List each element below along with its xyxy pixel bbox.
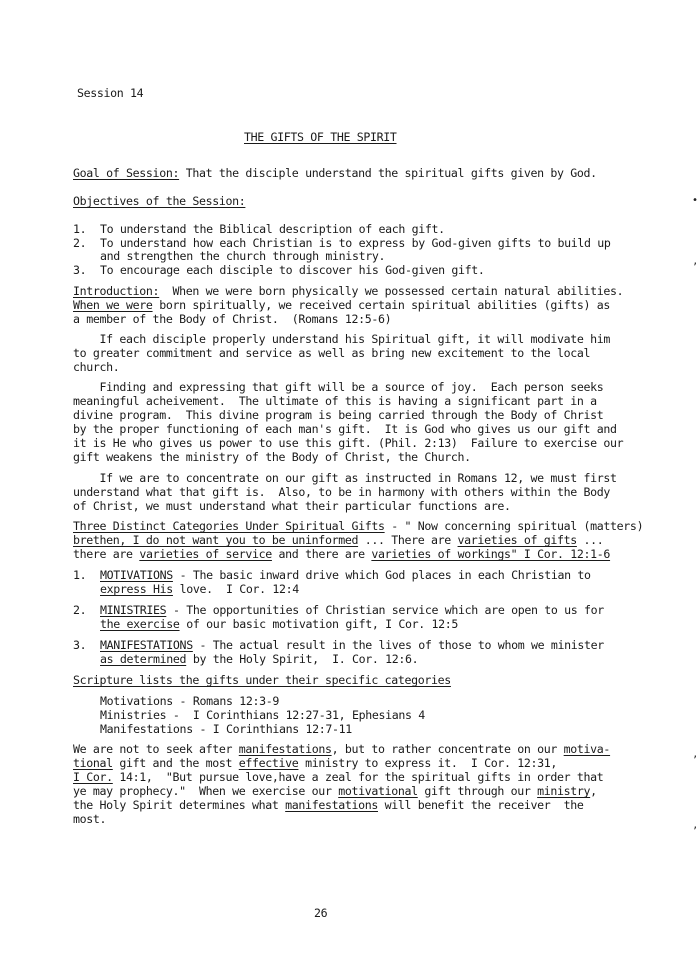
closing-underlined: motivational: [338, 784, 418, 798]
category-item-num: 2.: [73, 603, 87, 617]
scan-mark: •: [692, 195, 698, 206]
category-item-label: MINISTRIES: [100, 603, 167, 617]
closing-line: [73, 798, 584, 812]
closing-line: [73, 756, 557, 770]
category-item-line: [100, 617, 458, 631]
categories-line: [73, 519, 643, 533]
categories-text: there are: [73, 547, 140, 561]
closing-underlined: effective: [238, 756, 299, 770]
paragraph-line: If each disciple properly understand his Spiritual gift, it will modivate him: [73, 332, 611, 346]
intro-underlined: When we were: [73, 298, 153, 312]
category-item-label: MOTIVATIONS: [100, 568, 173, 582]
scan-mark: ’: [692, 826, 698, 837]
categories-text: ... There are: [358, 533, 458, 547]
category-item-text: by the Holy Spirit, I. Cor. 12:6.: [186, 652, 419, 666]
closing-line: [73, 784, 597, 798]
paragraph-line: understand what that gift is. Also, to be in harmony with others within the Body: [73, 485, 611, 499]
objective-item-num: 1.: [73, 222, 87, 236]
category-item-underlined: the exercise: [100, 617, 180, 631]
category-item-text: love. I Cor. 12:4: [172, 582, 299, 596]
category-item-underlined: as determined: [100, 652, 187, 666]
closing-line: [73, 742, 610, 756]
categories-text: - " Now concerning spiritual (matters): [384, 519, 644, 533]
paragraph-line: church.: [73, 360, 120, 374]
closing-text: the Holy Spirit determines what: [73, 798, 286, 812]
category-item-num: 3.: [73, 638, 87, 652]
closing-underlined: manifestations: [238, 742, 332, 756]
categories-underlined: varieties of service: [139, 547, 272, 561]
session-label: Session 14: [77, 86, 144, 100]
paragraph-line: by the proper functioning of each man's gift. It is God who gives us our gift and: [73, 422, 617, 436]
category-item-label: MANIFESTATIONS: [100, 638, 193, 652]
category-item-text: of our basic motivation gift, I Cor. 12:5: [179, 617, 459, 631]
closing-line: most.: [73, 812, 107, 826]
objective-item-text: To understand the Biblical description of each gift.: [100, 222, 445, 236]
category-item-line: [100, 603, 604, 617]
category-item-line: [100, 582, 299, 596]
scan-mark: ’: [692, 755, 698, 766]
closing-text: ye may prophecy." When we exercise our: [73, 784, 339, 798]
scripture-line: Ministries - I Corinthians 12:27-31, Ephesians 4: [100, 708, 425, 722]
category-item-text: - The opportunities of Christian service which are open to us for: [166, 603, 604, 617]
intro-text: When we were born physically we possessed certain natural abilities.: [159, 284, 624, 298]
intro-line: a member of the Body of Christ. (Romans 12:5-6): [73, 312, 392, 326]
objective-item-text: and strengthen the church through ministry.: [100, 249, 386, 263]
closing-text: ,: [590, 784, 597, 798]
goal-line: [73, 166, 597, 180]
category-item-num: 1.: [73, 568, 87, 582]
objectives-label: Objectives of the Session:: [73, 194, 246, 208]
objective-item-num: 3.: [73, 263, 87, 277]
paragraph-line: Finding and expressing that gift will be a source of joy. Each person seeks: [73, 380, 604, 394]
scripture-line: Motivations - Romans 12:3-9: [100, 694, 280, 708]
paragraph-line: gift weakens the ministry of the Body of Christ, the Church.: [73, 450, 471, 464]
intro-text: born spiritually, we received certain spiritual abilities (gifts) as: [152, 298, 611, 312]
page-title: THE GIFTS OF THE SPIRIT: [244, 130, 397, 144]
closing-text: , but to rather concentrate on our: [331, 742, 564, 756]
categories-underlined: varieties of gifts: [457, 533, 577, 547]
categories-line: [73, 547, 610, 561]
page-number: 26: [314, 906, 328, 920]
paragraph-line: of Christ, we must understand what their particular functions are.: [73, 499, 511, 513]
closing-text: ministry to express it. I Cor. 12:31,: [298, 756, 558, 770]
closing-text: gift through our: [417, 784, 538, 798]
paragraph-line: If we are to concentrate on our gift as instructed in Romans 12, we must first: [73, 471, 617, 485]
categories-label: Three Distinct Categories Under Spiritual Gifts: [73, 519, 385, 533]
closing-text: 14:1, "But pursue love,have a zeal for the spiritual gifts in order that: [112, 770, 604, 784]
paragraph-line: it is He who gives us power to use this gift. (Phil. 2:13) Failure to exercise our: [73, 436, 624, 450]
closing-underlined: I Cor.: [73, 770, 113, 784]
categories-text: ...: [576, 533, 604, 547]
categories-text: and there are: [271, 547, 372, 561]
intro-line: [73, 284, 623, 298]
intro-label: Introduction:: [73, 284, 160, 298]
closing-underlined: manifestations: [285, 798, 378, 812]
scripture-label: Scripture lists the gifts under their specific categories: [73, 673, 451, 687]
category-item-underlined: express His: [100, 582, 173, 596]
objective-item-text: To understand how each Christian is to express by God-given gifts to build up: [100, 236, 611, 250]
paragraph-line: to greater commitment and service as well as bring new excitement to the local: [73, 346, 591, 360]
objective-item-num: 2.: [73, 236, 87, 250]
scripture-line: Manifestations - I Corinthians 12:7-11: [100, 722, 352, 736]
categories-line: [73, 533, 603, 547]
category-item-line: [100, 638, 604, 652]
category-item-line: [100, 568, 591, 582]
intro-line: [73, 298, 610, 312]
closing-underlined: ministry: [537, 784, 591, 798]
closing-line: [73, 770, 603, 784]
closing-text: gift and the most: [112, 756, 239, 770]
closing-text: We are not to seek after: [73, 742, 239, 756]
categories-underlined: varieties of workings" I Cor. 12:1-6: [371, 547, 611, 561]
paragraph-line: divine program. This divine program is being carried through the Body of Christ: [73, 408, 604, 422]
category-item-text: - The basic inward drive which God places in each Christian to: [172, 568, 591, 582]
closing-underlined: tional: [73, 756, 113, 770]
goal-label: Goal of Session:: [73, 166, 180, 180]
paragraph-line: meaningful acheivement. The ultimate of this is having a significant part in a: [73, 394, 597, 408]
scan-mark: ’: [692, 262, 698, 273]
closing-text: will benefit the receiver the: [378, 798, 584, 812]
categories-underlined: brethen, I do not want you to be uninformed: [73, 533, 359, 547]
goal-text: That the disciple understand the spiritual gifts given by God.: [179, 166, 597, 180]
category-item-text: - The actual result in the lives of those to whom we minister: [192, 638, 604, 652]
closing-underlined: motiva-: [563, 742, 611, 756]
category-item-line: [100, 652, 418, 666]
objective-item-text: To encourage each disciple to discover his God-given gift.: [100, 263, 485, 277]
